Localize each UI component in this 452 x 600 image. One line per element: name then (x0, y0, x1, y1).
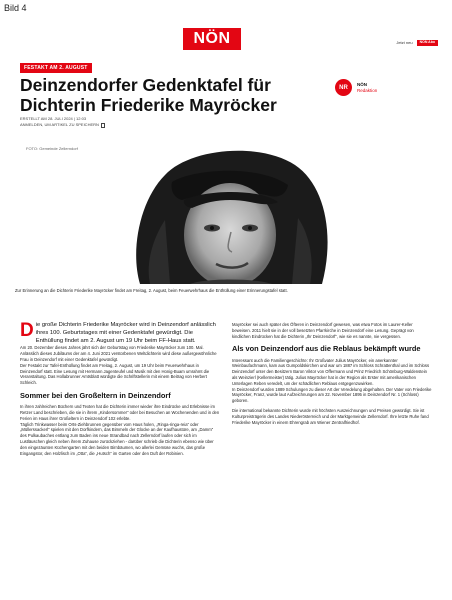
author-info (357, 82, 377, 94)
article-meta (20, 116, 105, 129)
bookmark-icon[interactable] (101, 123, 105, 128)
paragraph: Die international bekannte Dichterin wurde mit höchsten Auszeichnungen und Preisen gewürdigt. Sie ist Kulturpreisträgerin des Landes Niederösterreich und der Marktgemeinde Zellerndorf. Ihre letzte Ruhe fand Friederike Mayröcker in einem Ehrengrab am Wiener Zentralfriedhof. (232, 407, 429, 425)
paragraph: In ihren zahlreichen Büchern und Texten hat die Dichterin immer wieder ihre Eindrücke und Erlebnisse im Retzer Land beschrieben, die sie in ihrem „Kindersommer“ oder bei Besuchen an Wochenenden und in den Ferien im Haus ihrer Großeltern in Deinzendorf 102 erlebte. (20, 404, 220, 421)
author-role: Redaktion (357, 87, 378, 93)
author-avatar: NR (335, 79, 352, 96)
image-label: Bild 4 (4, 3, 27, 13)
author-name: NÖN (357, 81, 367, 87)
header-actions (396, 40, 438, 46)
created-date: ERSTELLT AM 28. JULI 2024 | 12:03 (20, 116, 87, 121)
topic-tag[interactable]: FESTAKT AM 2. AUGUST (20, 63, 92, 73)
photo-credit: FOTO: Gemeinde Zellerndorf (26, 146, 78, 151)
lead-text: ie große Dichterin Friederike Mayröcker wird in Deinzendorf anlässlich ihres 100. Geburtstages mit einer Gedenktafel gewürdigt. Die Enthüllung findet am 2. August um 19 Uhr beim FF-Haus statt. (35, 322, 216, 344)
paragraph: Interessant auch die Familiengeschichte: Ihr Großvater Julius Mayröcker, ein anerkannter Weinbaufachmann, kam aus Gumpoldskirchen und war um 1887 im Schloss Schrattenthal und im Schloss Deinzendorf unter den Besitzern Baron Viktor von Offermann und Prinz Friedrich Schönburg-Waldenstein als Weinzierl (Kellermeister) tätig. Julius Mayröcker hat in der Region als Erster mit amerikanischen Unterlagen Reben veredelt, um der schädlichen Reblaus entgegenzuwirken. (232, 357, 430, 386)
paragraph: Täglich Trinkwasser beim Orts-Ziehbrunnen gegenüber vom Haus holen, „Ringa-ringa-reia“ oder „Müllerssackerl“ spielen mit den Dorfkindern, das Bimmeln der Glocke an der Kaufhaustüre, am „Damm“ des Pulkaubaches entlang zum Baden ins neue Strandbad nach Zellerndorf laufen oder sich im Lustläuschen gleich neben ihrem Zuhause zurückziehen - darüber schrieb die Dichterin ebenso wie über den eingezäunten Küchengarten mit den beiden Birnbäumen, wo allerlei Gemüse wuchs, das große Eingangstor, den Holzlisch im „Otta“, die „Hutsch“ im Garten oder den Duft der Robinien. (20, 421, 214, 456)
article-column-right (232, 322, 432, 425)
article-headline: Deinzendorfer Gedenktafel für Dichterin Friederike Mayröcker (20, 75, 277, 116)
paragraph: In Deinzendorf wurden 1889 Schulungen zu dieser Art der Veredelung abgehalten. Der Vater von Friederike Mayröcker, Franz, wurde laut Aufzeichnungen am 22. November 1895 in Deinzendorf Nr. 1 (Schloss) geboren. (232, 386, 432, 404)
save-login-text[interactable]: ANMELDEN, UM ARTIKEL ZU SPEICHERN (20, 122, 99, 128)
photo-caption: Zur Erinnerung an die Dichterin Friederike Mayröcker findet am Freitag, 2. August, beim Feuerwehrhaus die Enthüllung einer Erinnerungstafel statt. (15, 288, 288, 293)
noen-logo[interactable]: NÖN (183, 28, 241, 50)
author-box[interactable] (335, 79, 377, 96)
paragraph: Mayröcker sei auch später des Öfteren in Deinzendorf gewesen, was etwa Fotos im Laurer-Keller beweisen. 2011 hielt sie in der voll besetzten Pfarrkirche in Deinzendorf eine Lesung. Geprägt von kindlichen Eindrücken hat die Dichterin „Ihr Deinzendorf“, wie sie es nannte, nie vergessen. (232, 322, 414, 339)
save-login-link[interactable] (20, 122, 105, 128)
jetzt-neu-link[interactable]: Jetzt neu (396, 40, 413, 46)
subheading-reblaus: Als von Deinzendorf aus die Reblaus bekämpft wurde (232, 344, 421, 354)
paragraph: Der Festakt zur Tafel-Enthüllung findet am Freitag, 2. August, um 19 Uhr beim Feuerwehrhaus in Deinzendorf statt. Eine Lesung mit Hermann Jagenteufel und Musik mit den Honig-Buam umrahmt die Veranstaltung. Das Hollabrunner Amtsblatt würdigte die Schriftstellerin mit einem Beitrag von Herbert Schleich. (20, 362, 210, 386)
portrait-image (110, 140, 350, 284)
article-photo (20, 140, 435, 284)
drop-cap: D (20, 320, 34, 341)
article-column-left (20, 322, 220, 456)
subheading-sommer: Sommer bei den Großeltern in Deinzendorf (20, 391, 171, 401)
article-lead (20, 322, 220, 345)
abo-button[interactable]: NÖN Abo (417, 40, 438, 46)
paragraph: Am 20. Dezember dieses Jahres jährt sich der Geburtstag von Friederike Mayröcker zum 100. Mal. Anlässlich dieses Jubiläums der am 4. Juni 2021 verstorbenen Weltdichterin wird diese außergewöhnliche Frau in Deinzendorf mit einer Gedenktafel gewürdigt. (20, 345, 217, 363)
